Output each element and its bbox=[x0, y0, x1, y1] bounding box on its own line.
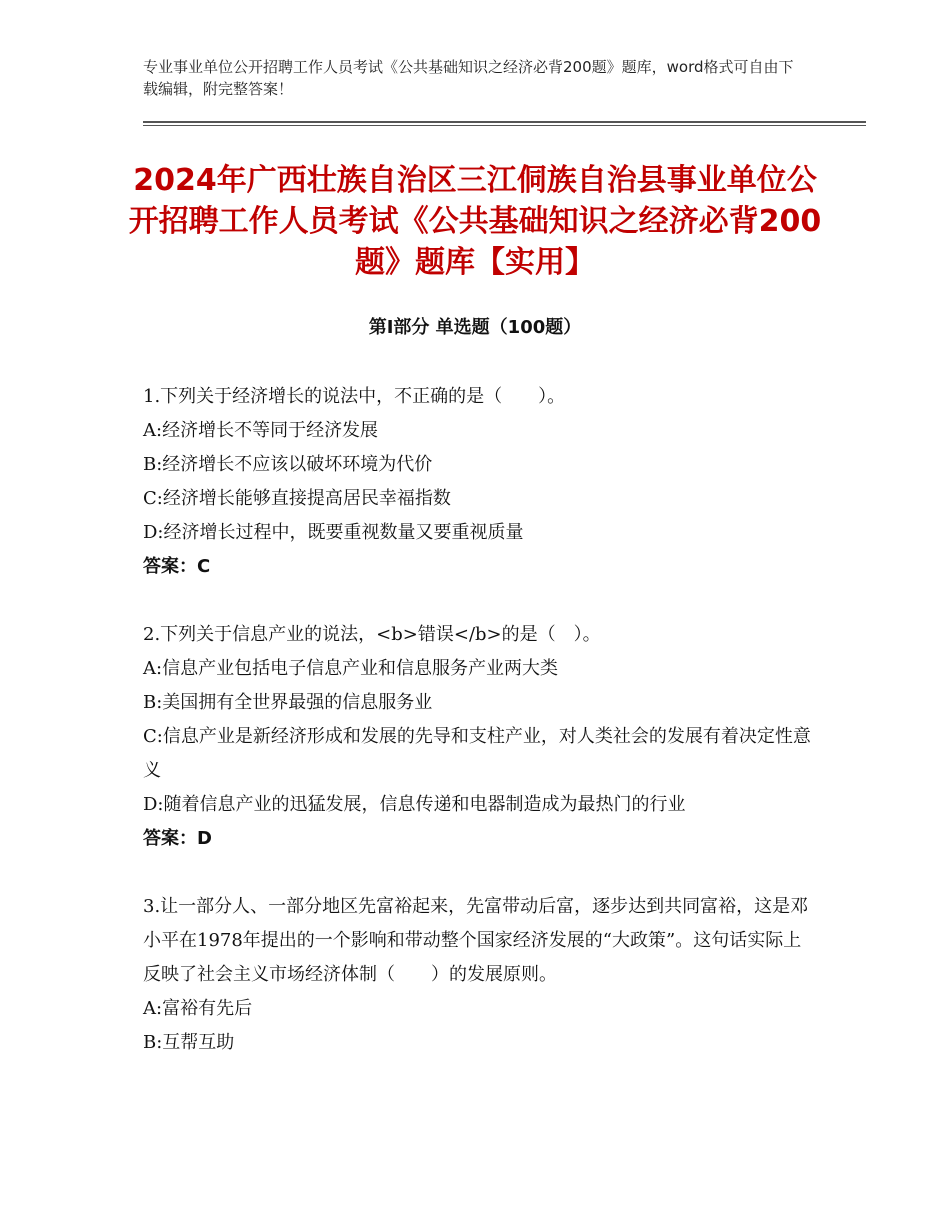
question-2 bbox=[143, 618, 813, 856]
option-c: C:信息产业是新经济形成和发展的先导和支柱产业，对人类社会的发展有着决定性意义 bbox=[143, 726, 811, 781]
section-heading: 第Ⅰ部分 单选题（100题） bbox=[368, 317, 582, 338]
answer-line: 答案：D bbox=[143, 828, 212, 849]
option-b: B:经济增长不应该以破坏环境为代价 bbox=[143, 454, 433, 475]
option-d: D:经济增长过程中，既要重视数量又要重视质量 bbox=[143, 522, 524, 543]
question-3 bbox=[143, 890, 813, 1060]
question-stem: 3.让一部分人、一部分地区先富裕起来，先富带动后富，逐步达到共同富裕，这是邓小平在1978年提出的一个影响和带动整个国家经济发展的“大政策”。这句话实际上反映了社会主义市场经济体制（ ）的发展原则。 bbox=[143, 896, 809, 985]
question-list bbox=[143, 380, 813, 1094]
option-b: B:美国拥有全世界最强的信息服务业 bbox=[143, 692, 433, 713]
question-1 bbox=[143, 380, 813, 584]
header-rule-thick bbox=[143, 121, 866, 123]
answer-line: 答案：C bbox=[143, 556, 211, 577]
header-note: 专业事业单位公开招聘工作人员考试《公共基础知识之经济必背200题》题库，word格式可自由下载编辑，附完整答案！ bbox=[143, 58, 794, 98]
option-c: C:经济增长能够直接提高居民幸福指数 bbox=[143, 488, 451, 509]
document-title: 2024年广西壮族自治区三江侗族自治县事业单位公开招聘工作人员考试《公共基础知识之经济必背200题》题库【实用】 bbox=[128, 163, 822, 280]
option-a: A:富裕有先后 bbox=[143, 998, 253, 1019]
header-rule-thin bbox=[143, 125, 866, 126]
option-a: A:信息产业包括电子信息产业和信息服务产业两大类 bbox=[143, 658, 559, 679]
option-d: D:随着信息产业的迅猛发展，信息传递和电器制造成为最热门的行业 bbox=[143, 794, 686, 815]
question-stem: 2.下列关于信息产业的说法，<b>错误</b>的是（ ）。 bbox=[143, 624, 601, 645]
question-stem: 1.下列关于经济增长的说法中，不正确的是（ ）。 bbox=[143, 386, 566, 407]
option-a: A:经济增长不等同于经济发展 bbox=[143, 420, 379, 441]
option-b: B:互帮互助 bbox=[143, 1032, 235, 1053]
